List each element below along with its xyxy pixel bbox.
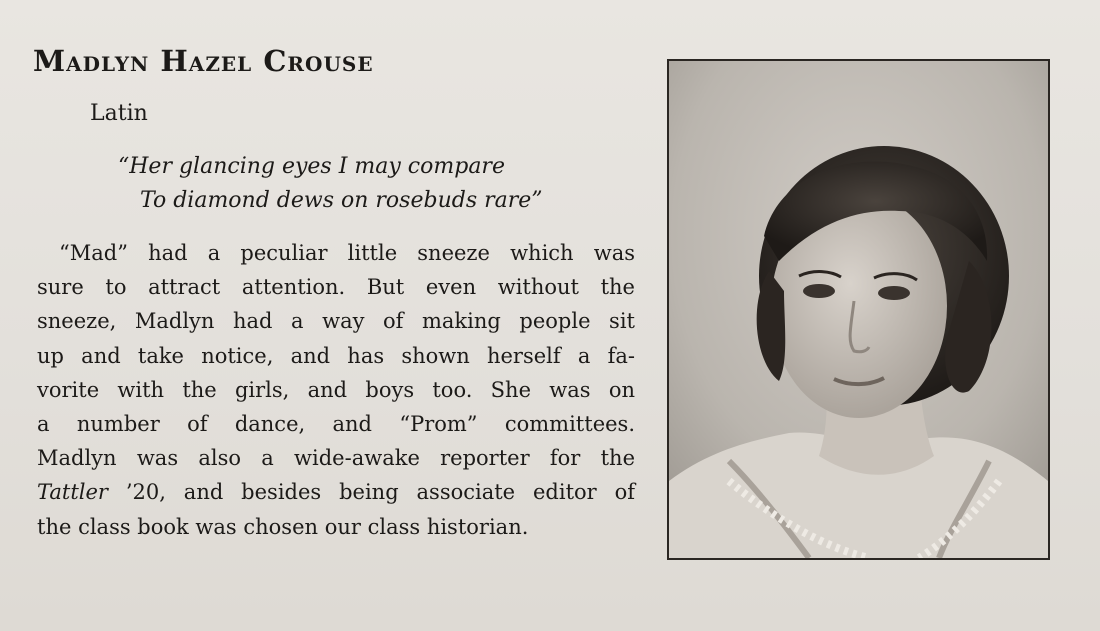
- course-subject: Latin: [90, 101, 148, 126]
- bio-line: vorite with the girls, and boys too. She was on: [37, 377, 635, 402]
- biography: [37, 236, 635, 544]
- quote-line-2: To diamond dews on rosebuds rare”: [140, 188, 543, 213]
- bio-line: Madlyn was also a wide-awake reporter for the: [37, 446, 635, 471]
- student-name: Madlyn Hazel Crouse: [33, 44, 374, 78]
- portrait-illustration: [669, 61, 1048, 558]
- bio-line: up and take notice, and has shown herself a fa-: [37, 343, 635, 368]
- quote: [118, 150, 543, 218]
- bio-line: the class book was chosen our class historian.: [37, 514, 529, 539]
- bio-line-tattler: [37, 475, 635, 509]
- bio-line: sneeze, Madlyn had a way of making people sit: [37, 309, 635, 334]
- quote-line-1: “Her glancing eyes I may compare: [118, 154, 505, 179]
- portrait-photo: [667, 59, 1050, 560]
- bio-line: sure to attract attention. But even without the: [37, 275, 635, 300]
- bio-line-tattler-rest: ’20, and besides being associate editor of: [107, 480, 635, 505]
- bio-line: “Mad” had a peculiar little sneeze which was: [59, 241, 635, 265]
- publication-title: Tattler: [37, 480, 108, 505]
- bio-line: a number of dance, and “Prom” committees.: [37, 412, 635, 437]
